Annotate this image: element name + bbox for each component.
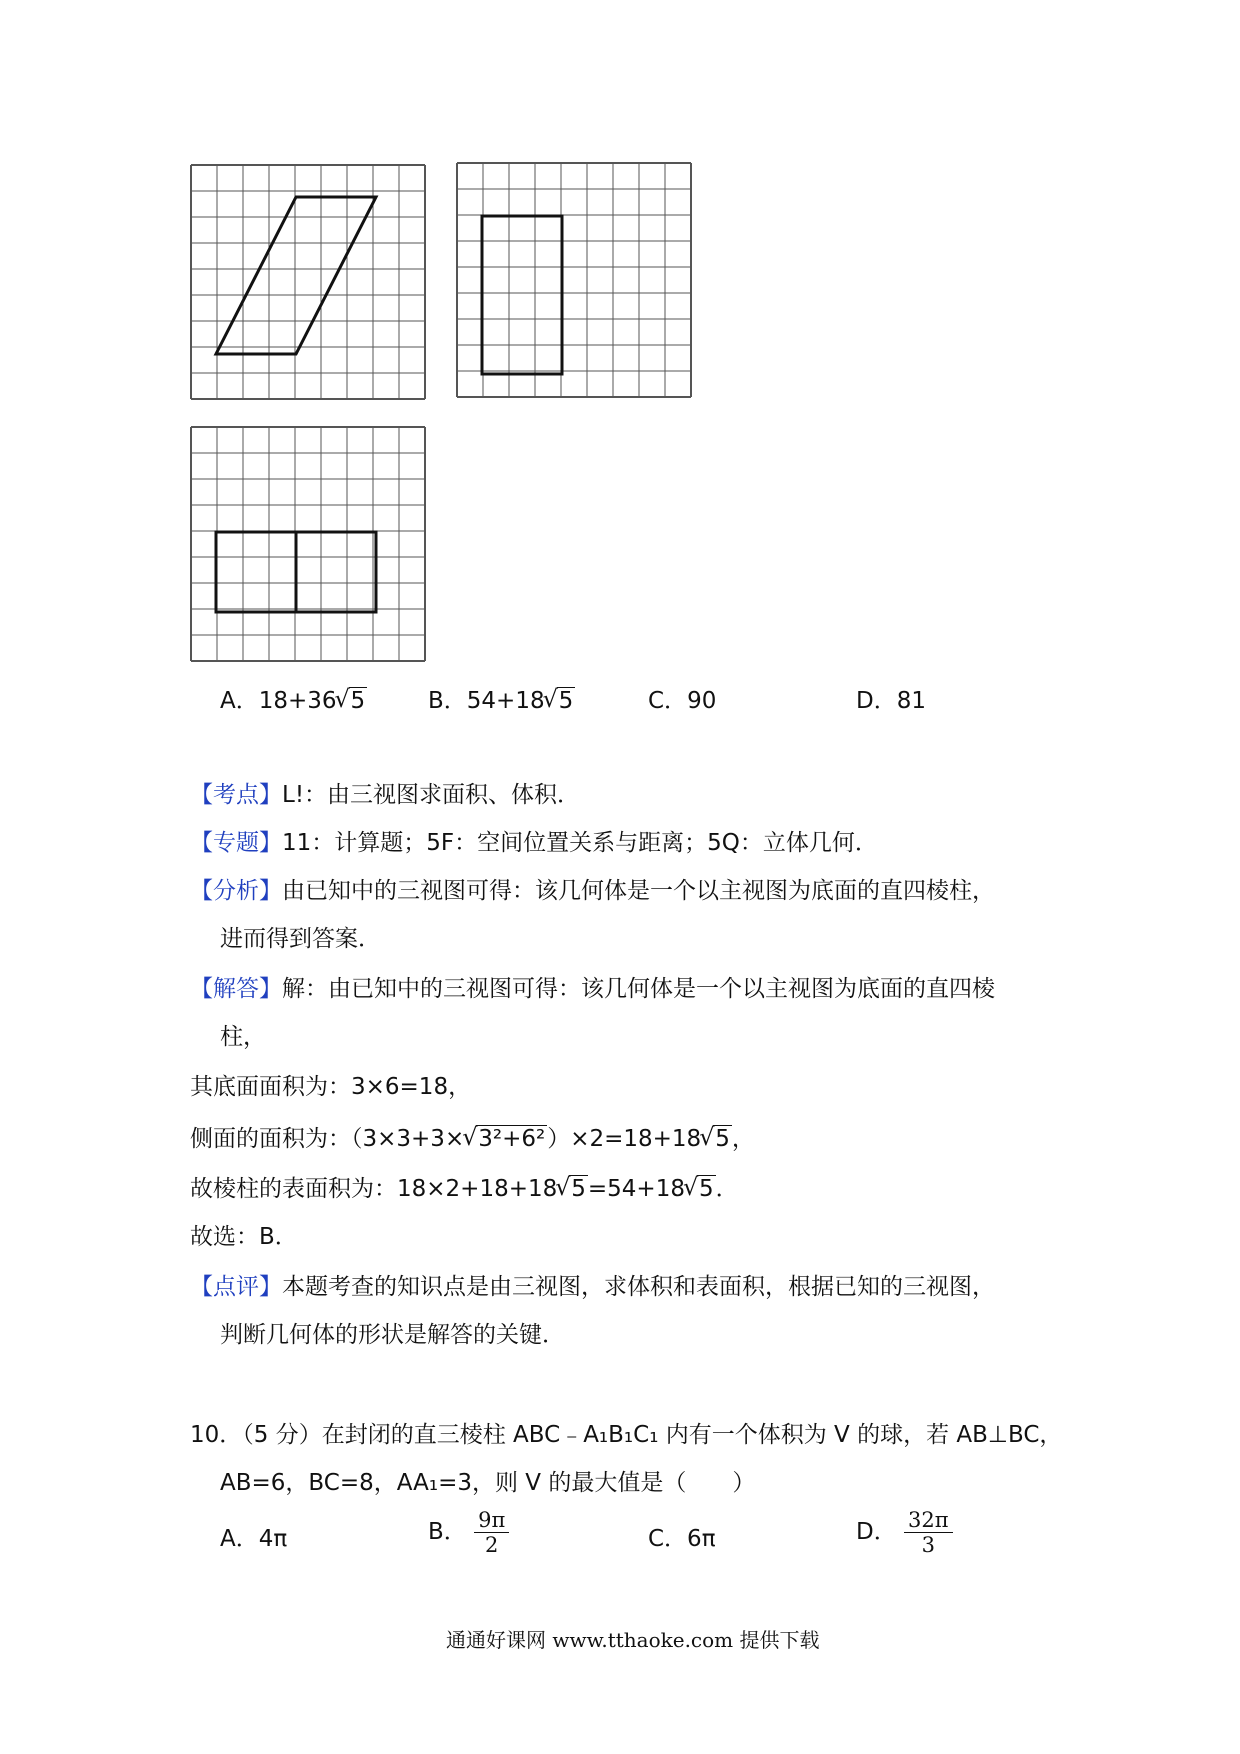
zhuanti-line: 【专题】11：计算题；5F：空间位置关系与距离；5Q：立体几何．: [190, 830, 878, 856]
q10-option-a: A．4π: [220, 1526, 288, 1552]
q10-option-c: C．6π: [648, 1526, 716, 1552]
jieda-line-2: 柱，: [220, 1024, 266, 1050]
total-area-line: 故棱柱的表面积为：18×2+18+18√ 5=54+18√ 5．: [190, 1174, 739, 1204]
fenxi-line: 【分析】由已知中的三视图可得：该几何体是一个以主视图为底面的直四棱柱，: [190, 878, 995, 904]
dianping-line: 【点评】本题考查的知识点是由三视图，求体积和表面积，根据已知的三视图，: [190, 1274, 995, 1300]
side-area-line: 侧面的面积为：（3×3+3×√ 3²+6²）×2=18+18√ 5，: [190, 1124, 755, 1154]
jieda-line: 【解答】解：由已知中的三视图可得：该几何体是一个以主视图为底面的直四棱: [190, 976, 995, 1002]
q9-option-c: C．90: [648, 688, 717, 714]
choice-line: 故选：B．: [190, 1224, 298, 1250]
q10-option-b: B． $\frac{9\pi}{2}$: [428, 1508, 509, 1557]
q9-option-a: A．18+36√ 5: [220, 686, 367, 716]
base-area-line: 其底面面积为：3×6=18，: [190, 1074, 472, 1100]
q10-stem-2: AB=6，BC=8，AA₁=3，则 V 的最大值是（ ）: [220, 1470, 756, 1496]
top-view-grid: [190, 426, 428, 664]
q10-stem-1: 10．（5 分）在封闭的直三棱柱 ABC﹣A₁B₁C₁ 内有一个体积为 V 的球，若 AB⊥BC，: [190, 1422, 1063, 1448]
q10-option-d: D． $\frac{32\pi}{3}$: [856, 1508, 953, 1557]
q9-option-d: D．81: [856, 688, 926, 714]
page-footer: 通通好课网 www.tthaoke.com 提供下载: [446, 1628, 820, 1652]
side-view-grid: [456, 162, 694, 400]
front-view-grid: [190, 164, 428, 402]
fenxi-line-2: 进而得到答案．: [220, 926, 381, 952]
kaodian-line: 【考点】L!：由三视图求面积、体积．: [190, 782, 581, 808]
dianping-line-2: 判断几何体的形状是解答的关键．: [220, 1322, 565, 1348]
q9-option-b: B．54+18√ 5: [428, 686, 575, 716]
